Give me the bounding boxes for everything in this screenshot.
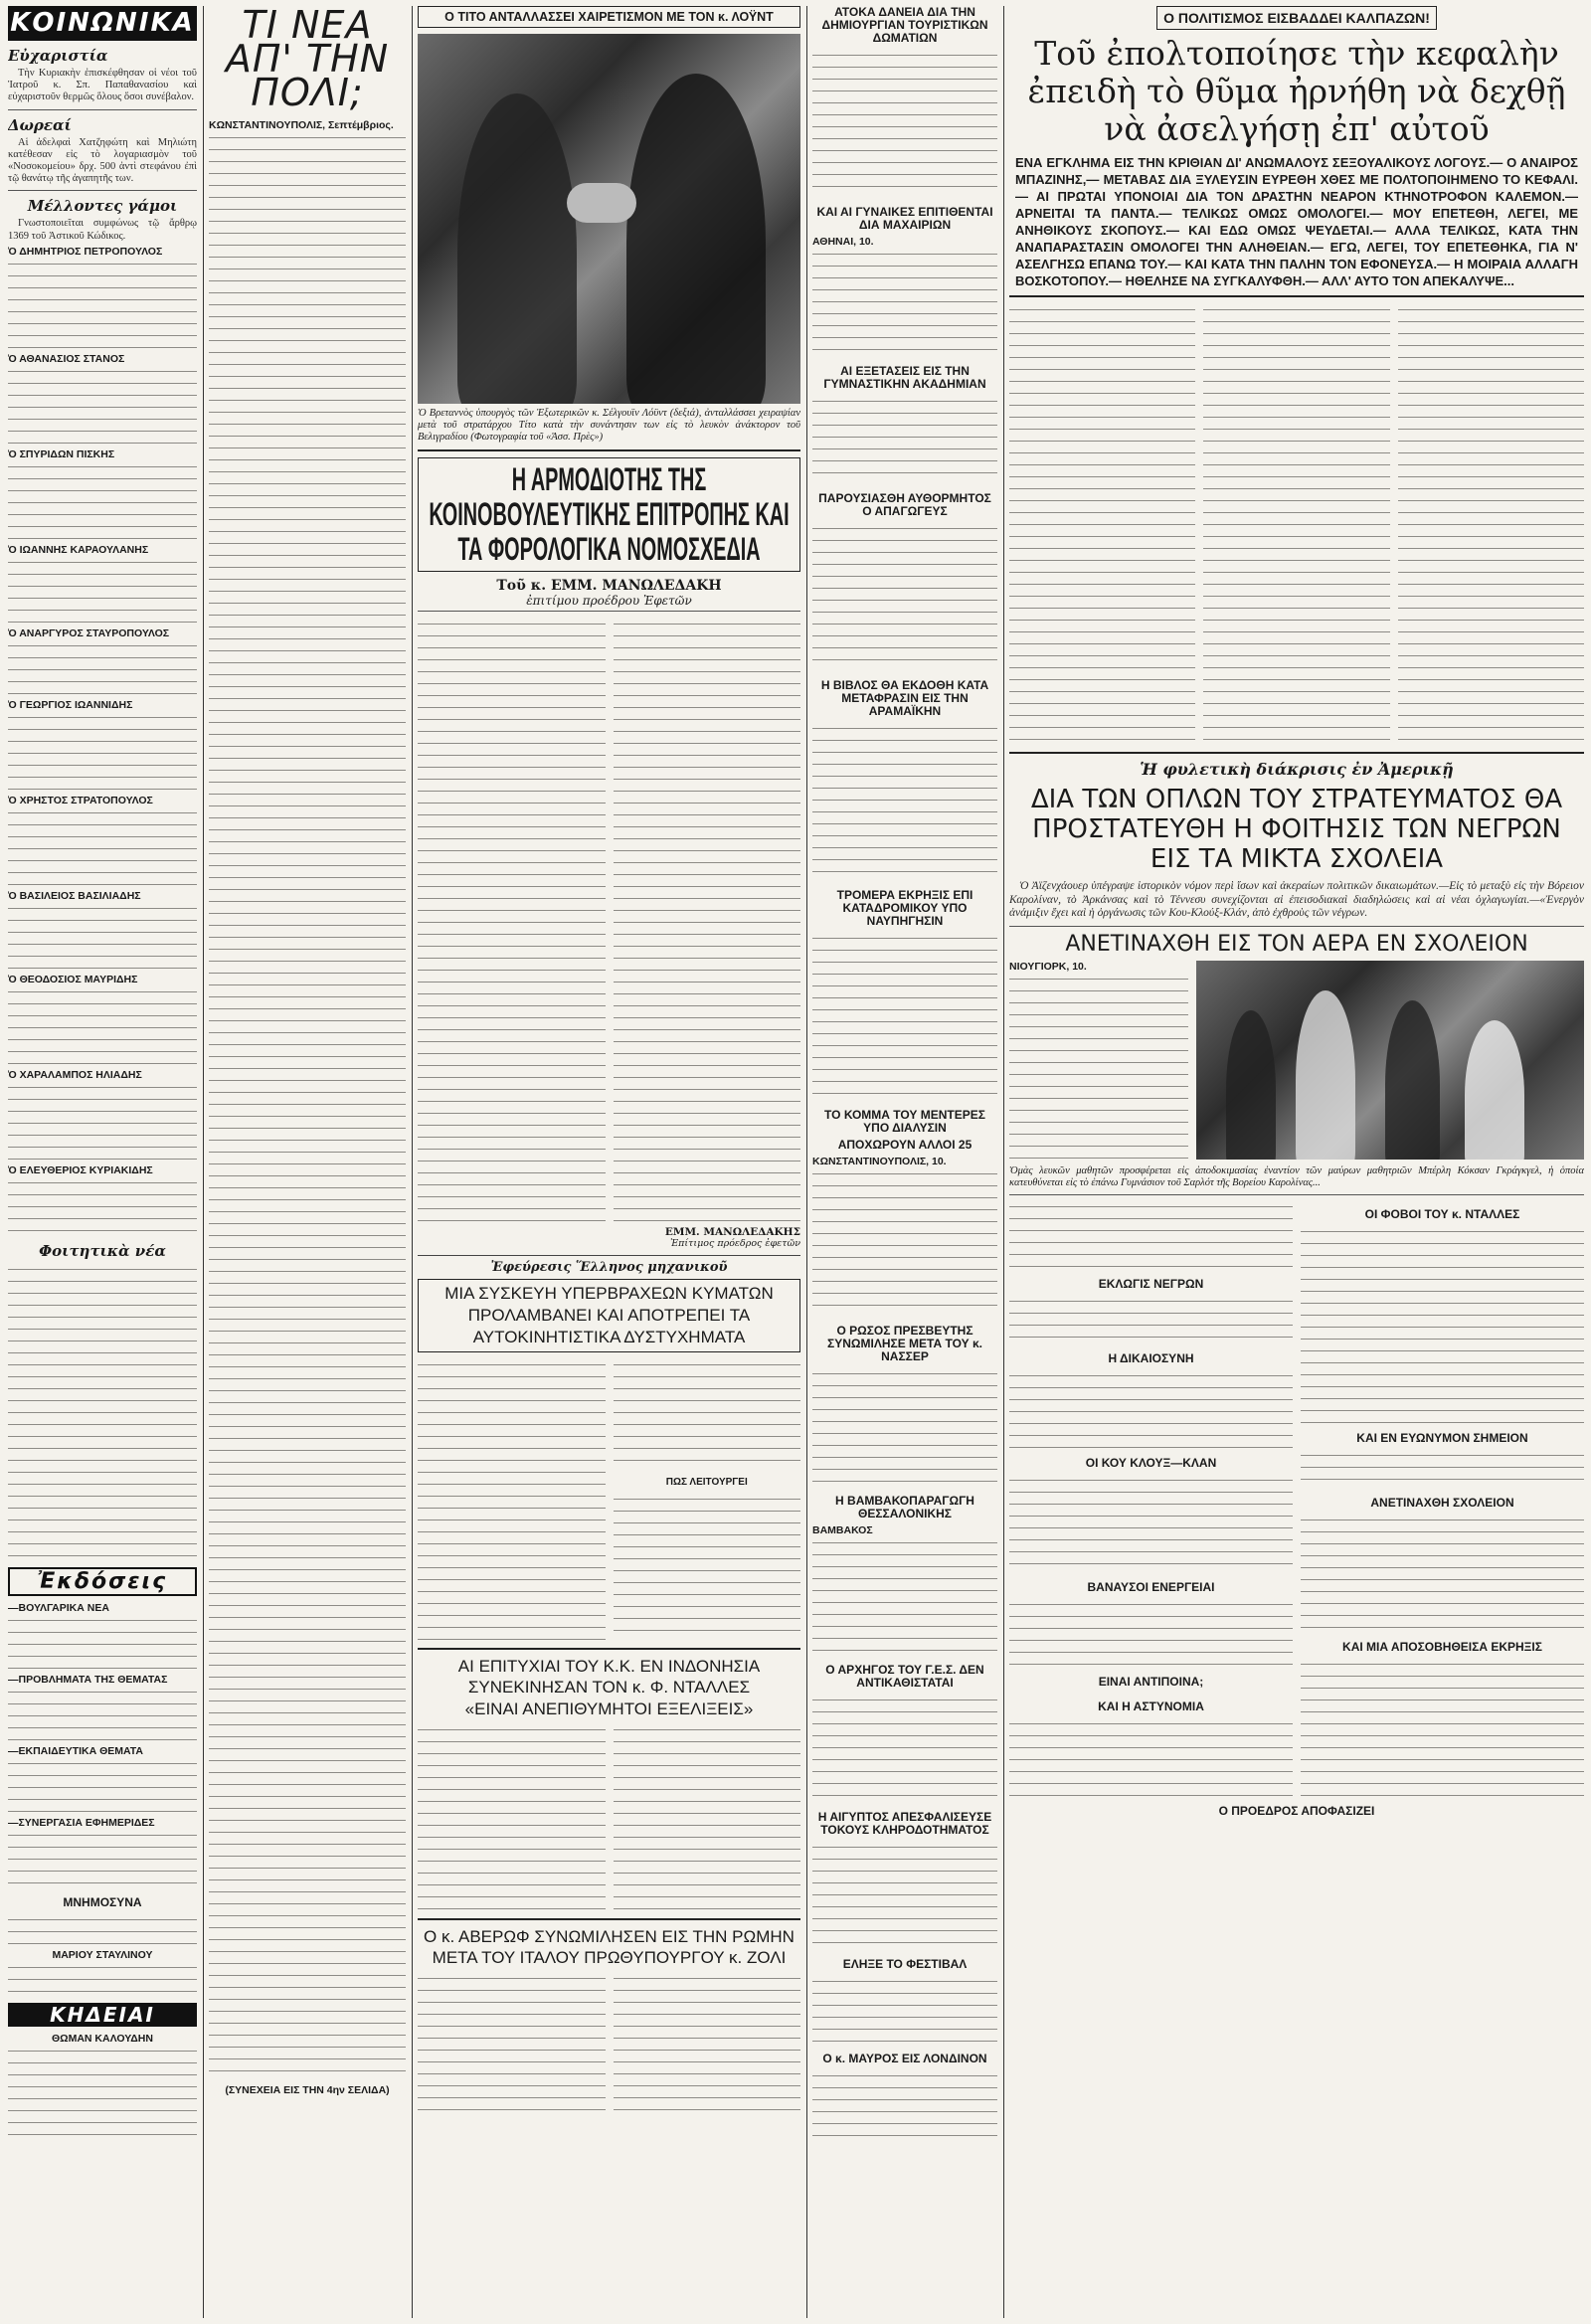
text-block — [8, 556, 197, 627]
news-heading: Ο κ. ΜΑΥΡΟΣ ΕΙΣ ΛΟΝΔΙΝΟΝ — [822, 2052, 987, 2065]
engagement-person: Ὁ ΔΗΜΗΤΡΙΟΣ ΠΕΤΡΟΠΟΥΛΟΣ — [8, 245, 163, 258]
news-heading: ΤΡΟΜΕΡΑ ΕΚΡΗΞΙΣ ΕΠΙ ΚΑΤΑΔΡΟΜΙΚΟΥ ΥΠΟ ΝΑΥΠΗΓΗΣΙΝ — [836, 888, 973, 928]
big-headline: Τοῦ ἐπολτοποίησε τὴν κεφαλὴν ἐπειδὴ τὸ θῦμα ἠρνήθη νὰ δεχθῇ νὰ ἀσελγήσῃ ἐπ' αὐτοῦ — [1027, 34, 1566, 148]
text-block — [812, 1167, 997, 1317]
students-photo-caption: Ὁμὰς λευκῶν μαθητῶν προσφέρεται εἰς ἀποδοκιμασίας ἐναντίον τῶν μαύρων μαθητριῶν Μπέρλη Κόκσαν Γκράγκγελ, ἡ ὁποία κατευθύνεται εἰς τὸ ἐπάνω Γυμνάσιον τοῦ Σαρλότ τῆς Βορείου Καρολίνας... — [1009, 1164, 1584, 1188]
article-body — [1009, 303, 1195, 746]
subhead: ΚΑΙ ΜΙΑ ΑΠΟΣΟΒΗΘΕΙΣΑ ΕΚΡΗΞΙΣ — [1342, 1639, 1542, 1654]
text-block — [8, 1263, 197, 1561]
signature-role: Ἐπίτιμος πρόεδρος ἐφετῶν — [670, 1238, 800, 1249]
mnimosyno-person: ΜΑΡΙΟΥ ΣΤΑΥΛΙΝΟΥ — [52, 1948, 153, 1961]
section-heading-ekdoseis: Ἐκδόσεις — [8, 1567, 197, 1596]
race-lede: Ὁ Ἀϊζενχάουερ ὑπέγραψε ἱστορικὸν νόμον περὶ ἴσων καὶ ἀκεραίων πολιτικῶν δικαιωμάτων.—Εἰς τὸ μεταξὺ εἰς τὴν Βόρειον Καρολίναν, τὸ Ἀρκάνσας καὶ τὸ Τέννεσυ συνεχίζονται αἱ ἐπεισοδιακαὶ διαδηλώσεις καὶ αἱ νέαι ὀχλαγωγίαι.—«Ἐνεργὸν ἀνάμιξιν ἔχει καὶ ἡ ὀργάνωσις τῶν Κου-Κλούξ-Κλάν, ἀπὸ ἐχθροὺς τῶν νέγρων. — [1009, 880, 1584, 919]
signature: ΕΜΜ. ΜΑΝΩΛΕΔΑΚΗΣ — [664, 1226, 800, 1238]
text-block — [8, 1081, 197, 1164]
text-block — [812, 1841, 997, 1950]
engagement-person: Ὁ ΓΕΩΡΓΙΟΣ ΙΩΑΝΝΙΔΗΣ — [8, 698, 133, 711]
article-body — [1009, 1369, 1293, 1449]
topic-banner: Ο ΠΟΛΙΤΙΣΜΟΣ ΕΙΣΒΑΔΔΕΙ ΚΑΛΠΑΖΩΝ! — [1156, 6, 1437, 30]
text-block — [8, 1961, 197, 1997]
text-block — [8, 985, 197, 1069]
subhead: ΑΝΕΤΙΝΑΧΘΗ ΣΧΟΛΕΙΟΝ — [1370, 1495, 1514, 1510]
tito-headline: Ο ΤΙΤΟ ΑΝΤΑΛΛΑΣΣΕΙ ΧΑΙΡΕΤΙΣΜΟΝ ΜΕ ΤΟΝ κ. ΛΟΫΝΤ — [418, 6, 800, 28]
subhead: Ο ΠΡΟΕΔΡΟΣ ΑΠΟΦΑΣΙΖΕΙ — [1218, 1803, 1375, 1818]
engagement-person: Ὁ ΕΛΕΥΘΕΡΙΟΣ ΚΥΡΙΑΚΙΔΗΣ — [8, 1163, 153, 1176]
subhead: ΟΙ ΚΟΥ ΚΛΟΥΞ—ΚΛΑΝ — [1085, 1455, 1217, 1470]
text-block — [8, 2045, 197, 2144]
dateline: ΚΩΝΣΤΑΝΤΙΝΟΥΠΟΛΙΣ, 10. — [812, 1156, 947, 1167]
article-body — [1398, 303, 1584, 746]
news-heading: Η ΑΙΓΥΠΤΟΣ ΑΠΕΣΦΑΛΙΣΕΥΣΕ ΤΟΚΟΥΣ ΚΛΗΡΟΔΟΤΗΜΑΤΟΣ — [817, 1810, 992, 1837]
article-body — [614, 1493, 801, 1642]
subhead: ΒΑΝΑΥΣΟΙ ΕΝΕΡΓΕΙΑΙ — [1087, 1579, 1215, 1594]
text-block — [8, 258, 197, 353]
dateline: ΝΙΟΥΓΙΟΡΚ, 10. — [1009, 960, 1087, 973]
news-heading: Η ΒΑΜΒΑΚΟΠΑΡΑΓΩΓΗ ΘΕΣΣΑΛΟΝΙΚΗΣ — [835, 1494, 974, 1520]
dateline: ΑΘΗΝΑΙ, 10. — [812, 236, 874, 248]
article-body — [418, 1723, 606, 1912]
article-body — [614, 1972, 801, 2121]
subhead: ΕΚΛΩΓΙΣ ΝΕΓΡΩΝ — [1098, 1276, 1204, 1291]
text-block — [8, 639, 197, 699]
dateline: ΚΩΝΣΤΑΝΤΙΝΟΥΠΟΛΙΣ, Σεπτέμβριος. — [209, 119, 394, 131]
tito-lloyd-photo — [418, 34, 800, 404]
engagement-person: Ὁ ΑΘΑΝΑΣΙΟΣ ΣΤΑΝΟΣ — [8, 352, 125, 365]
subhead: ΕΙΝΑΙ ΑΝΤΙΠΟΙΝΑ; — [1098, 1674, 1204, 1689]
text-block — [812, 395, 997, 484]
article-body — [418, 618, 606, 1224]
dorea-text: Αἱ ἀδελφαὶ Χατζηφώτη καὶ Μηλιώτη κατέθεσαν εἰς τὸ λογαριασμὸν τοῦ «Νοσοκομείου» δρχ. 500 ἀντὶ στεφάνου ἐπὶ τῷ θανάτῳ τῆς ἀγαπητῆς των. — [8, 136, 197, 185]
text-block — [812, 49, 997, 198]
subhead: ΚΑΙ Η ΑΣΤΥΝΟΜΙΑ — [1098, 1698, 1204, 1713]
text-block — [8, 806, 197, 890]
photo-caption: Ὁ Βρεταννὸς ὑπουργὸς τῶν Ἐξωτερικῶν κ. Σέλγουϊν Λόϋντ (δεξιά), ἀνταλλάσσει χειραψίαν μετὰ τοῦ στρατάρχου Τίτο κατὰ τὴν συνάντησιν των εἰς τὸ λευκὸν ἀνάκτορον τοῦ Βελιγραδίου (Φωτογραφία τοῦ «Ἀσσ. Πρὲς») — [418, 408, 800, 443]
ekdoseis-item: —ΣΥΝΕΡΓΑΣΙΑ ΕΦΗΜΕΡΙΔΕΣ — [8, 1816, 155, 1829]
engagement-person: Ὁ ΧΡΗΣΤΟΣ ΣΤΡΑΤΟΠΟΥΛΟΣ — [8, 794, 153, 806]
right-section — [1009, 0, 1584, 2324]
news-heading: ΑΙ ΕΞΕΤΑΣΕΙΣ ΕΙΣ ΤΗΝ ΓΥΜΝΑΣΤΙΚΗΝ ΑΚΑΔΗΜΙΑΝ — [823, 364, 986, 391]
subhead: Η ΔΙΚΑΙΟΣΥΝΗ — [1108, 1350, 1194, 1365]
section-heading-mellontes: Μέλλοντες γάμοι — [27, 197, 178, 216]
text-block — [812, 932, 997, 1101]
article-body — [614, 1358, 801, 1468]
article-body — [1301, 1514, 1584, 1633]
text-block — [8, 365, 197, 448]
article-body — [614, 1723, 801, 1912]
engagement-person: Ὁ ΙΩΑΝΝΗΣ ΚΑΡΑΟΥΛΑΝΗΣ — [8, 543, 149, 556]
section-heading-mnimosyna: ΜΝΗΜΟΣΥΝΑ — [63, 1894, 142, 1909]
section-heading-eucharistia: Εὐχαριστία — [8, 47, 108, 65]
headline-ti-nea: ΤΙ ΝΕΑ ΑΠ' ΤΗΝ ΠΟΛΙ; — [225, 3, 390, 114]
text-block — [8, 1614, 197, 1674]
indonesia-subheadline: «ΕΙΝΑΙ ΑΝΕΠΙΘΥΜΗΤΟΙ ΕΞΕΛΙΞΕΙΣ» — [464, 1699, 754, 1718]
inventor-headline: ΜΙΑ ΣΥΣΚΕΥΗ ΥΠΕΡΒΡΑΧΕΩΝ ΚΥΜΑΤΩΝ ΠΡΟΛΑΜΒΑΝΕΙ ΚΑΙ ΑΠΟΤΡΕΠΕΙ ΤΑ ΑΥΤΟΚΙΝΗΤΙΣΤΙΚΑ ΔΥΣΤΥΧΗΜΑΤΑ — [444, 1284, 774, 1346]
article-body — [209, 131, 406, 2080]
byline: Τοῦ κ. ΕΜΜ. ΜΑΝΩΛΕΔΑΚΗ — [496, 578, 722, 594]
news-heading: ΕΛΗΞΕ ΤΟ ΦΕΣΤΙΒΑΛ — [842, 1957, 968, 1971]
article-body — [1203, 303, 1389, 746]
main-headline-box — [418, 457, 800, 572]
column-masthead-koinonika: ΚΟΙΝΩΝΙΚΑ — [8, 6, 197, 41]
section-heading-kideiai: ΚΗΔΕΙΑΙ — [8, 2003, 197, 2027]
section-heading-foititika: Φοιτητικὰ νέα — [39, 1241, 166, 1260]
social-column — [8, 0, 197, 2324]
kideia-person: ΘΩΜΑΝ ΚΑΛΟΥΔΗΝ — [52, 2032, 153, 2045]
averof-headline: Ο κ. ΑΒΕΡΩΦ ΣΥΝΩΜΙΛΗΣΕΝ ΕΙΣ ΤΗΝ ΡΩΜΗΝ ΜΕΤΑ ΤΟΥ ΙΤΑΛΟΥ ΠΡΩΘΥΠΟΥΡΓΟΥ κ. ΖΟΛΙ — [424, 1927, 795, 1967]
dateline: ΒΑΜΒΑΚΟΣ — [812, 1524, 873, 1536]
news-heading: ΠΑΡΟΥΣΙΑΣΘΗ ΑΥΘΟΡΜΗΤΟΣ Ο ΑΠΑΓΩΓΕΥΣ — [818, 491, 991, 518]
text-block — [8, 1176, 197, 1236]
news-heading: ΑΤΟΚΑ ΔΑΝΕΙΑ ΔΙΑ ΤΗΝ ΔΗΜΙΟΥΡΓΙΑΝ ΤΟΥΡΙΣΤΙΚΩΝ ΔΩΜΑΤΙΩΝ — [821, 5, 988, 45]
article-body — [1009, 1200, 1293, 1270]
text-block — [812, 1694, 997, 1803]
engagement-person: Ὁ ΧΑΡΑΛΑΜΠΟΣ ΗΛΙΑΔΗΣ — [8, 1068, 142, 1081]
byline-role: ἐπιτίμου προέδρου Ἐφετῶν — [418, 594, 800, 612]
subhead: ΟΙ ΦΟΒΟΙ ΤΟΥ κ. ΝΤΑΛΛΕΣ — [1364, 1206, 1520, 1221]
text-block — [8, 460, 197, 544]
article-body — [1009, 1598, 1293, 1668]
section-heading-dorea: Δωρεαί — [8, 115, 72, 134]
ti-nea-column — [209, 0, 406, 2324]
text-block — [812, 1536, 997, 1656]
text-block — [812, 1975, 997, 2045]
article-body — [1009, 1474, 1293, 1573]
inventor-headline-box — [418, 1279, 800, 1352]
article-body — [1301, 1658, 1584, 1797]
continuation-note: (ΣΥΝΕΧΕΙΑ ΕΙΣ ΤΗΝ 4ην ΣΕΛΙΔΑ) — [225, 2084, 390, 2096]
article-body — [418, 1972, 606, 2121]
text-block — [8, 1829, 197, 1888]
article-body — [1009, 1295, 1293, 1344]
text-block — [812, 2069, 997, 2139]
news-heading: ΚΑΙ ΑΙ ΓΥΝΑΙΚΕΣ ΕΠΙΤΙΘΕΝΤΑΙ ΔΙΑ ΜΑΧΑΙΡΙΩΝ — [816, 205, 993, 232]
news-heading: ΤΟ ΚΟΜΜΑ ΤΟΥ ΜΕΝΤΕΡΕΣ ΥΠΟ ΔΙΑΛΥΣΙΝ — [824, 1108, 985, 1135]
ekdoseis-item: —ΒΟΥΛΓΑΡΙΚΑ ΝΕΑ — [8, 1601, 109, 1614]
eucharistia-text: Τὴν Κυριακὴν ἐπισκέφθησαν οἱ νέοι τοῦ Ἰατροῦ κ. Σπ. Παπαθανασίου καὶ εὐχαριστοῦν θερμῶς ὅλους ὅσοι συνέβαλον. — [8, 68, 197, 103]
text-block — [8, 711, 197, 795]
text-block — [812, 722, 997, 881]
subhead: ΠΩΣ ΛΕΙΤΟΥΡΓΕΙ — [665, 1477, 748, 1488]
news-heading: ΑΠΟΧΩΡΟΥΝ ΑΛΛΟΙ 25 — [837, 1138, 972, 1152]
subhead: ΚΑΙ ΕΝ ΕΥΩΝΥΜΟΝ ΣΗΜΕΙΟΝ — [1356, 1430, 1528, 1445]
center-section — [418, 0, 800, 2324]
text-block — [8, 1686, 197, 1745]
text-block — [812, 248, 997, 357]
text-block — [812, 522, 997, 671]
article-body — [1009, 1717, 1293, 1797]
text-block — [8, 1913, 197, 1949]
article-body — [1009, 973, 1188, 1162]
main-headline: Η ΑΡΜΟΔΙΟΤΗΣ ΤΗΣ ΚΟΙΝΟΒΟΥΛΕΥΤΙΚΗΣ ΕΠΙΤΡΟΠΗΣ ΚΑΙ ΤΑ ΦΟΡΟΛΟΓΙΚΑ ΝΟΜΟΣΧΕΔΙΑ — [429, 461, 790, 567]
engagement-person: Ὁ ΘΕΟΔΟΣΙΟΣ ΜΑΥΡΙΔΗΣ — [8, 973, 138, 985]
ekdoseis-item: —ΠΡΟΒΛΗΜΑΤΑ ΤΗΣ ΘΕΜΑΤΑΣ — [8, 1673, 168, 1686]
article-body — [614, 618, 801, 1224]
ekdoseis-item: —ΕΚΠΑΙΔΕΥΤΙΚΑ ΘΕΜΑΤΑ — [8, 1744, 143, 1757]
school-students-photo — [1196, 961, 1584, 1160]
engagement-person: Ὁ ΑΝΑΡΓΥΡΟΣ ΣΤΑΥΡΟΠΟΥΛΟΣ — [8, 626, 170, 639]
article-body — [1301, 1225, 1584, 1424]
deck: ΕΝΑ ΕΓΚΛΗΜΑ ΕΙΣ ΤΗΝ ΚΡΙΘΙΑΝ ΔΙ' ΑΝΩΜΑΛΟΥΣ ΣΕΞΟΥΑΛΙΚΟΥΣ ΛΟΓΟΥΣ.— Ο ΑΝΑΙΡΟΣ ΜΠΑΖΙΝΗΣ,— ΜΕΤΑΒΑΣ ΔΙΑ ΞΥΛΕΥΣΙΝ ΕΥΡΕΘΗ ΧΘΕΣ ΜΕ ΠΟΛΤΟΠΟΙΗΜΕΝΟ ΤΟ ΚΕΦΑΛΙ.— ΑΙ ΠΡΩΤΑΙ ΥΠΟΝΟΙΑΙ ΔΙΑ ΤΟΝ ΔΡΑΣΤΗΝ ΝΕΑΡΟΝ ΚΤΗΝΟΤΡΟΦΟΝ ΚΑΛΕΜΟΝ.— ΑΡΝΕΙΤΑΙ ΤΑ ΠΑΝΤΑ.— ΤΕΛΙΚΩΣ ΟΜΩΣ ΟΜΟΛΟΓΕΙ.— ΜΟΥ ΕΠΕΤΕΘΗ, ΛΕΓΕΙ, ΜΕ ΑΝΗΘΙΚΟΥΣ ΣΚΟΠΟΥΣ.— ΚΑΙ ΕΔΩ ΟΜΩΣ ΨΕΥΔΕΤΑΙ.— ΑΛΛΑ ΤΕΛΙΚΩΣ, ΚΑΤΑ ΤΗΝ ΑΝΑΠΑΡΑΣΤΑΣΙΝ ΟΜΟΛΟΓΕΙ ΤΗΝ ΑΛΗΘΕΙΑΝ.— ΕΓΩ, ΛΕΓΕΙ, ΤΟΥ ΕΠΕΤΕΘΗΚΑ, ΓΙΑ Ν' ΑΣΕΛΓΗΣΩ ΕΠΑΝΩ ΤΟΥ.— ΚΑΙ ΚΑΤΑ ΤΗΝ ΠΑΛΗΝ ΤΟΝ ΕΦΟΝΕΥΣΑ.— Η ΜΟΙΡΑΙΑ ΑΛΛΑΓΗ ΒΟΣΚΟΤΟΠΟΥ.— ΗΘΕΛΗΣΕ ΝΑ ΣΥΓΚΑΛΥΦΘΗ.— ΑΛΛ' ΑΥΤΟ ΤΟΝ ΑΠΕΚΑΛΥΨΕ... — [1015, 155, 1578, 288]
indonesia-headline: ΑΙ ΕΠΙΤΥΧΙΑΙ ΤΟΥ Κ.Κ. ΕΝ ΙΝΔΟΝΗΣΙΑ ΣΥΝΕΚΙΝΗΣΑΝ ΤΟΝ κ. Φ. ΝΤΑΛΛΕΣ — [457, 1657, 761, 1697]
news-heading: Η ΒΙΒΛΟΣ ΘΑ ΕΚΔΟΘΗ ΚΑΤΑ ΜΕΤΑΦΡΑΣΙΝ ΕΙΣ ΤΗΝ ΑΡΑΜΑΪΚΗΝ — [820, 678, 989, 718]
text-block — [812, 1367, 997, 1487]
text-block — [8, 1757, 197, 1817]
race-headline: ΔΙΑ ΤΩΝ ΟΠΛΩΝ ΤΟΥ ΣΤΡΑΤΕΥΜΑΤΟΣ ΘΑ ΠΡΟΣΤΑΤΕΥΘΗ Η ΦΟΙΤΗΣΙΣ ΤΩΝ ΝΕΓΡΩΝ ΕΙΣ ΤΑ ΜΙΚΤΑ ΣΧΟΛΕΙΑ — [1030, 785, 1563, 874]
blast-headline: ΑΝΕΤΙΝΑΧΘΗ ΕΙΣ ΤΟΝ ΑΕΡΑ ΕΝ ΣΧΟΛΕΙΟΝ — [1065, 931, 1528, 957]
engagement-person: Ὁ ΣΠΥΡΙΔΩΝ ΠΙΣΚΗΣ — [8, 447, 115, 460]
engagements-list — [8, 246, 197, 1236]
article-body — [418, 1358, 606, 1642]
race-tag: Ἡ φυλετικὴ διάκρισις ἐν Ἀμερικῇ — [1140, 760, 1454, 779]
article-body — [1301, 1449, 1584, 1489]
engagement-person: Ὁ ΒΑΣΙΛΕΙΟΣ ΒΑΣΙΛΙΑΔΗΣ — [8, 889, 141, 902]
news-heading: Ο ΑΡΧΗΓΟΣ ΤΟΥ Γ.Ε.Σ. ΔΕΝ ΑΝΤΙΚΑΘΙΣΤΑΤΑΙ — [825, 1663, 984, 1690]
inventor-tag: Ἐφεύρεσις Ἕλληνος μηχανικοῦ — [418, 1255, 800, 1275]
short-news-column — [812, 0, 997, 2324]
news-heading: Ο ΡΩΣΟΣ ΠΡΕΣΒΕΥΤΗΣ ΣΥΝΩΜΙΛΗΣΕ ΜΕΤΑ ΤΟΥ κ. ΝΑΣΣΕΡ — [827, 1324, 982, 1363]
text-block — [8, 902, 197, 974]
mellontes-text: Γνωστοποιεῖται συμφώνως τῷ ἄρθρῳ 1369 τοῦ Ἀστικοῦ Κώδικος. — [8, 218, 197, 242]
